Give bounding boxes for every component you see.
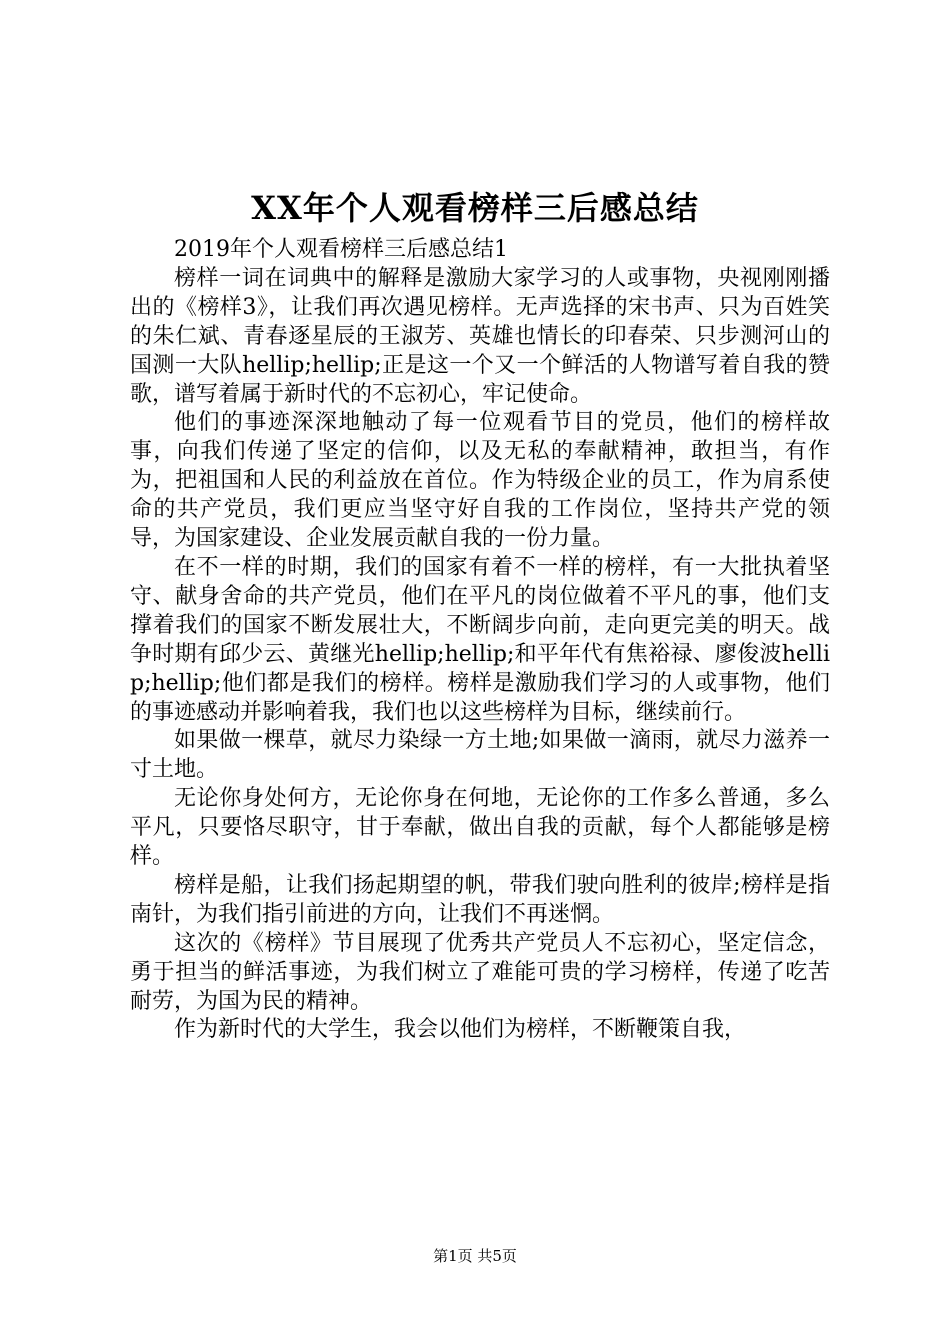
paragraph: 无论你身处何方，无论你身在何地，无论你的工作多么普通，多么平凡，只要恪尽职守，甘于奉献，做出自我的贡献，每个人都能够是榜样。 [130,786,830,870]
document-title: XX年个人观看榜样三后感总结 [251,189,699,227]
paragraph: 如果做一棵草，就尽力染绿一方土地;如果做一滴雨，就尽力滋养一寸土地。 [130,728,830,783]
paragraph: 榜样一词在词典中的解释是激励大家学习的人或事物，央视刚刚播出的《榜样3》，让我们再次遇见榜样。无声选择的宋书声、只为百姓笑的朱仁斌、青春逐星辰的王淑芳、英雄也情长的印春荣、只步测河山的国测一大队hellip;hellip;正是这一个又一个鲜活的人物谱写着自我的赞歌，谱写着属于新时代的不忘初心，牢记使命。 [130,265,830,407]
paragraph: 榜样是船，让我们扬起期望的帆，带我们驶向胜利的彼岸;榜样是指南针，为我们指引前进的方向，让我们不再迷惘。 [130,872,830,927]
paragraph: 在不一样的时期，我们的国家有着不一样的榜样，有一大批执着坚守、献身舍命的共产党员，他们在平凡的岗位做着不平凡的事，他们支撑着我们的国家不断发展壮大，不断阔步向前，走向更完美的明天。战争时期有邱少云、黄继光hellip;hellip;和平年代有焦裕禄、廖俊波hellip;hellip;他们都是我们的榜样。榜样是激励我们学习的人或事物，他们的事迹感动并影响着我，我们也以这些榜样为目标，继续前行。 [130,554,830,725]
page-number-footer: 第1页 共5页 [433,1247,517,1265]
document-subtitle: 2019年个人观看榜样三后感总结1 [174,237,508,262]
paragraph: 这次的《榜样》节目展现了优秀共产党员人不忘初心，坚定信念，勇于担当的鲜活事迹，为我们树立了难能可贵的学习榜样，传递了吃苦耐劳，为国为民的精神。 [130,930,830,1014]
paragraph: 他们的事迹深深地触动了每一位观看节目的党员，他们的榜样故事，向我们传递了坚定的信仰，以及无私的奉献精神，敢担当，有作为，把祖国和人民的利益放在首位。作为特级企业的员工，作为肩系使命的共产党员，我们更应当坚守好自我的工作岗位，坚持共产党的领导，为国家建设、企业发展贡献自我的一份力量。 [130,410,830,552]
document-body [130,236,830,1045]
paragraph: 作为新时代的大学生，我会以他们为榜样，不断鞭策自我， [174,1017,747,1043]
